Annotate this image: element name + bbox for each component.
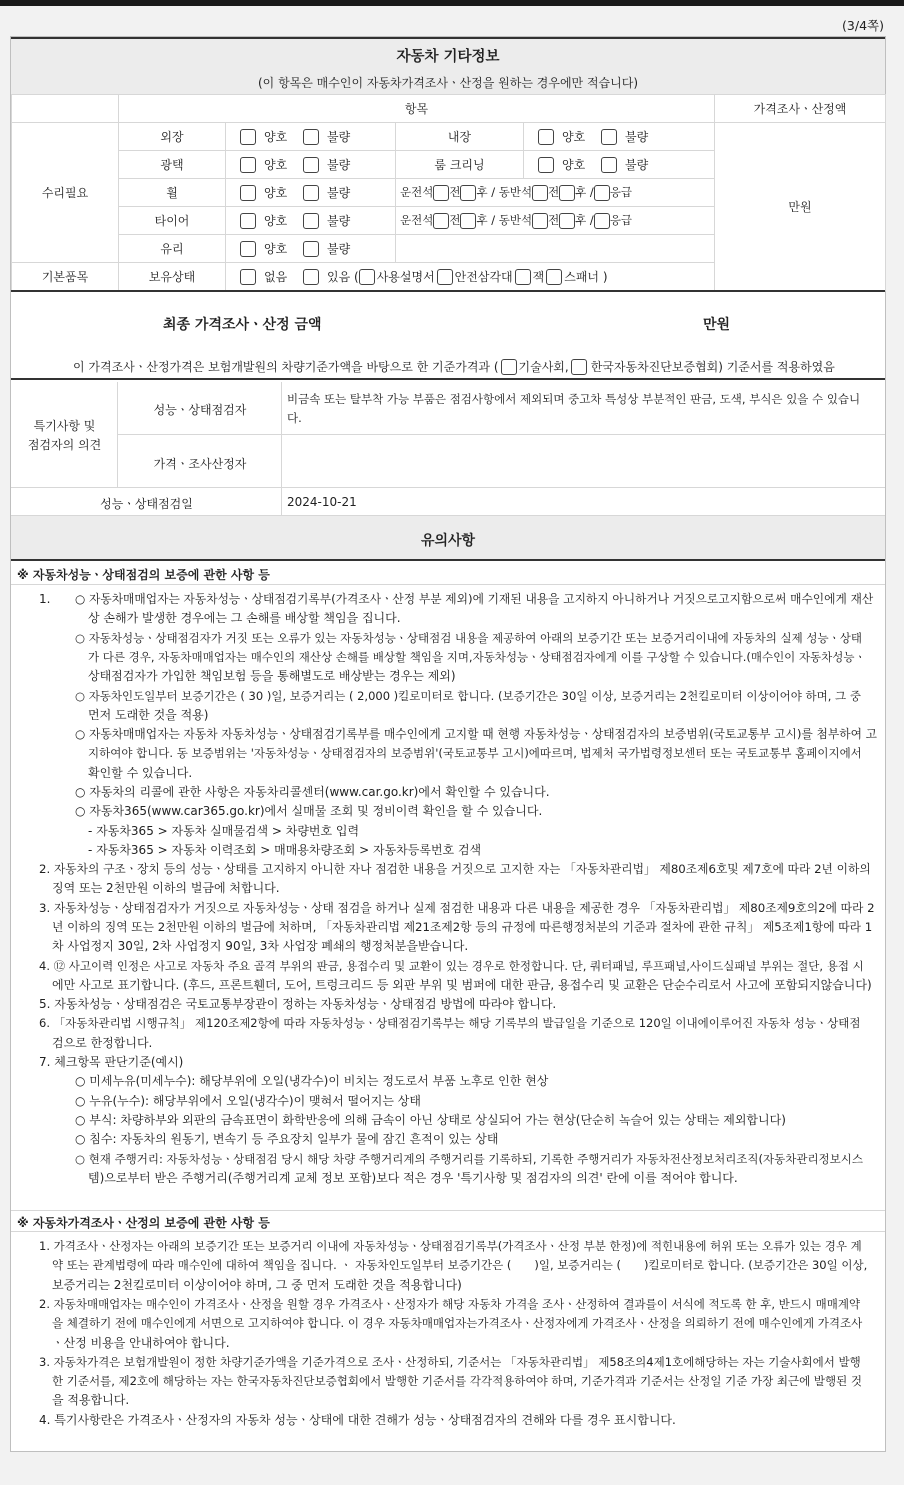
row-wheel: 휠 (119, 179, 226, 207)
note-line: 상 손해가 발생한 경우에는 그 손해를 배상할 책임을 집니다. (88, 611, 401, 626)
row-interior: 내장 (396, 123, 524, 151)
row-gloss: 광택 (119, 151, 226, 179)
note-line: 먼저 도래한 것을 적용) (88, 707, 209, 722)
note-line: 6. 「자동차관리법 시행규칙」 제120조제2항에 따라 자동차성능ㆍ상태점검기록부는 해당 기록부의 발급일을 기준으로 120일 이내에이루어진 자동차 성능ㆍ상태점 (39, 1016, 861, 1031)
checkbox[interactable] (460, 213, 476, 229)
checkbox[interactable] (532, 213, 548, 229)
note-line: 2. 자동차매매업자는 매수인이 가격조사ㆍ산정을 원할 경우 가격조사ㆍ산정자가 해당 자동차 가격을 조사ㆍ산정하여 결과를이 서식에 적도록 한 후, 반드시 매매계약 (39, 1296, 861, 1311)
checkbox[interactable] (515, 269, 531, 285)
checkbox[interactable] (538, 129, 554, 145)
note-line: 상태점검자가 가입한 책임보험 등을 통해별도로 배상받는 경우는 제외) (88, 669, 456, 684)
row-possession: 보유상태 (119, 263, 226, 291)
note-line: 년 이하의 징역 또는 2천만원 이하의 벌금에 처하며, 「자동차관리법 제21조제2항 등의 규정에 따른행정처분의 기준과 절차에 관한 규칙」 제5조제1항에 따라 1 (52, 919, 873, 934)
note-line: ○ 자동차성능ㆍ상태점검자가 거짓 또는 오류가 있는 자동차성능ㆍ상태점검 내용을 제공하여 아래의 보증기간 또는 보증거리이내에 자동차의 실제 성능ㆍ상태 (75, 630, 862, 645)
note-line: ○ 누유(누수): 해당부위에서 오일(냉각수)이 맺혀서 떨어지는 상태 (75, 1093, 421, 1108)
exterior-options: 양호 불량 (226, 123, 396, 151)
caution-header (11, 515, 885, 561)
final-price-unit: 만원 (703, 317, 731, 333)
inspection-date-label: 성능ㆍ상태점검일 (100, 497, 193, 511)
checkbox[interactable] (303, 185, 319, 201)
final-price-section (11, 290, 885, 380)
checkbox[interactable] (303, 241, 319, 257)
inspection-date-value: 2024-10-21 (287, 495, 357, 509)
checkbox[interactable] (559, 213, 575, 229)
possession-options: 없음 있음 ( 사용설명서 안전삼각대 잭 스패너 ) (226, 263, 715, 291)
note-line: 4. 특기사항란은 가격조사ㆍ산정자의 자동차 성능ㆍ상태에 대한 견해가 성능ㆍ상태점검자의 견해와 다를 경우 표시합니다. (39, 1412, 676, 1427)
checkbox[interactable] (437, 269, 453, 285)
checkbox[interactable] (546, 269, 562, 285)
checkbox[interactable] (594, 213, 610, 229)
note-line: ○ 미세누유(미세누수): 해당부위에 오일(냉각수)이 비치는 정도로서 부품 노후로 인한 현상 (75, 1074, 549, 1089)
header-item: 항목 (119, 95, 715, 123)
checkbox[interactable] (433, 185, 449, 201)
note-line: - 자동차365 > 자동차 이력조회 > 매매용차량조회 > 자동차등록번호 검색 (88, 842, 482, 857)
row-exterior: 외장 (119, 123, 226, 151)
opinion-section (11, 382, 885, 515)
checkbox[interactable] (240, 157, 256, 173)
checkbox[interactable] (601, 129, 617, 145)
checkbox[interactable] (240, 241, 256, 257)
note-line: 을 체결하기 전에 매수인에게 서면으로 고지하여야 합니다. 이 경우 자동차매매업자는가격조사ㆍ산정자에게 가격조사ㆍ산정을 의뢰하기 전에 매수인에게 가격조사 (52, 1316, 863, 1331)
note-line: 징역 또는 2천만원 이하의 벌금에 처합니다. (52, 881, 280, 896)
document-sheet (10, 36, 886, 1452)
caution-heading-1: ※ 자동차성능ㆍ상태점검의 보증에 관한 사항 등 (17, 568, 270, 582)
checkbox[interactable] (303, 129, 319, 145)
note-line: 가 다른 경우, 자동차매매업자는 매수인의 재산상 손해를 배상할 책임을 지며,자동차성능ㆍ상태점검자에게 이를 구상할 수 있습니다.(매수인이 자동차성능ㆍ (88, 649, 866, 664)
checkbox[interactable] (303, 269, 319, 285)
price-unit-cell: 만원 (715, 123, 886, 291)
note-line: ○ 현재 주행거리: 자동차성능ㆍ상태점검 당시 해당 차량 주행거리계의 주행거리를 기록하되, 기록한 주행거리가 자동차전산정보처리조직(자동차관리정보시스 (75, 1151, 863, 1166)
note-line: ○ 침수: 자동차의 원동기, 변속기 등 주요장치 일부가 물에 잠긴 흔적이 있는 상태 (75, 1132, 499, 1147)
note-line: ○ 자동차의 리콜에 관한 사항은 자동차리콜센터(www.car.go.kr)에서 확인할 수 있습니다. (75, 785, 550, 799)
inspector-label: 성능ㆍ상태점검자 (153, 403, 247, 417)
row-room-cleaning: 룸 크리닝 (396, 151, 524, 179)
note-line: 약 또는 관계법령에 따라 매수인에 대하여 책임을 집니다. ㆍ 자동차인도일부터 보증기간은 ( )일, 보증거리는 ( )킬로미터로 합니다. (보증기간은 30일 이상, (52, 1258, 868, 1273)
tire-seat-options: 운전석 전 후 / 동반석 전 후 / 응급 (396, 207, 715, 235)
row-tire: 타이어 (119, 207, 226, 235)
checkbox[interactable] (571, 359, 587, 375)
checkbox[interactable] (359, 269, 375, 285)
checkbox[interactable] (460, 185, 476, 201)
interior-options: 양호 불량 (524, 123, 715, 151)
note-line: ○ 부식: 차량하부와 외판의 금속표면이 화학반응에 의해 금속이 아닌 상태로 상실되어 가는 현상(단순히 녹슬어 있는 상태는 제외합니다) (75, 1112, 786, 1127)
section-subtitle: (이 항목은 매수인이 자동차가격조사ㆍ산정을 원하는 경우에만 적습니다) (257, 76, 638, 90)
note-line: 검으로 한정합니다. (52, 1035, 153, 1050)
page-number: (3/4쪽) (842, 18, 884, 33)
inspector-opinion: 비금속 또는 탈부착 가능 부품은 점검사항에서 제외되며 중고차 특성상 부분적인 판금, 도색, 부식은 있을 수 있습니 다. (287, 392, 861, 425)
checkbox[interactable] (594, 185, 610, 201)
checkbox[interactable] (240, 129, 256, 145)
checkbox[interactable] (303, 213, 319, 229)
note-line: 확인할 수 있습니다. (88, 765, 193, 780)
note-line: 5. 자동차성능ㆍ상태점검은 국토교통부장관이 정하는 자동차성능ㆍ상태점검 방법에 따라야 합니다. (39, 997, 557, 1012)
checkbox[interactable] (433, 213, 449, 229)
note-line: ○ 자동차365(www.car365.go.kr)에서 실매물 조회 및 정비이력 확인을 할 수 있습니다. (75, 804, 543, 819)
basic-items-label: 기본품목 (12, 263, 119, 291)
caution-title: 유의사항 (420, 533, 476, 549)
opinion-label: 특기사항 및 점검자의 의견 (27, 419, 102, 452)
note-line: 3. 자동차성능ㆍ상태점검자가 거짓으로 자동차성능ㆍ상태 점검을 하거나 실제 점검한 내용과 다른 내용을 제공한 경우 「자동차관리법」 제80조제9호의2에 따라 2 (39, 900, 875, 915)
caution-heading-2: ※ 자동차가격조사ㆍ산정의 보증에 관한 사항 등 (17, 1216, 270, 1230)
note-line: 4. ⑫ 사고이력 인정은 사고로 자동차 주요 골격 부위의 판금, 용접수리 및 교환이 있는 경우로 한정합니다. 단, 쿼터패널, 루프패널,사이드실패널 부위는 절단, 용접 시 (39, 958, 864, 973)
standard-note: 이 가격조사ㆍ산정가격은 보험개발원의 차량기준가액을 바탕으로 한 기준가격과 ( 기술사회, 한국자동차진단보증협회) 기준서를 적용하였음 (73, 360, 835, 374)
repair-table: 항목 가격조사ㆍ산정액 수리필요 외장 양호 불량 내장 양호 불량 만원 광택 양호 불량 룸 크리닝 양호 불량 휠 양호 불량 운전석 전 후 / 동반석 전 후 / 응급 타이어 양호 불량 운전석 전 후 / 동반석 전 후 / 응급 유리 양호 불량 기본품목 보유상태 없음 있음 ( 사용설명서 안전삼각대 잭 스패너 ) (11, 94, 886, 291)
checkbox[interactable] (501, 359, 517, 375)
checkbox[interactable] (240, 213, 256, 229)
note-line: ○ 자동차매매업자는 자동차성능ㆍ상태점검기록부(가격조사ㆍ산정 부분 제외)에 기재된 내용을 고지하지 아니하거나 거짓으로고지함으로써 매수인에게 재산 (75, 592, 874, 606)
price-inspector-label: 가격ㆍ조사산정자 (153, 457, 247, 471)
checkbox[interactable] (240, 269, 256, 285)
checkbox[interactable] (532, 185, 548, 201)
checkbox[interactable] (538, 157, 554, 173)
other-info-header (11, 37, 885, 94)
note-line: 1. 가격조사ㆍ산정자는 아래의 보증기간 또는 보증거리 이내에 자동차성능ㆍ상태점검기록부(가격조사ㆍ산정 부분 한정)에 적힌내용에 허위 또는 오류가 있는 경우 계 (39, 1239, 862, 1253)
note-line: - 자동차365 > 자동차 실매물검색 > 차량번호 입력 (88, 823, 360, 838)
note-line: 3. 자동차가격은 보험개발원이 정한 차량기준가액을 기준가격으로 조사ㆍ산정하되, 기준서는 「자동차관리법」 제58조의4제1호에해당하는 자는 기술사회에서 발행 (39, 1354, 861, 1369)
note-line: 한 기준서를, 제2호에 해당하는 자는 한국자동차진단보증협회에서 발행한 기준서를 각각적용하여야 하며, 기준가격과 기준서는 산정일 기준 가장 최근에 발행된 것 (52, 1374, 862, 1389)
note-line: 지하여야 합니다. 동 보증범위는 '자동차성능ㆍ상태점검자의 보증범위'(국토교통부 고시)에따르며, 법제처 국가법령정보센터 또는 국토교통부 홈페이지에서 (88, 746, 862, 761)
note-line: 보증거리는 2천킬로미터 이상이어야 하며, 그 중 먼저 도래한 것을 적용합니다) (52, 1277, 462, 1292)
header-price: 가격조사ㆍ산정액 (715, 95, 886, 123)
checkbox[interactable] (303, 157, 319, 173)
note-line: 2. 자동차의 구조ㆍ장치 등의 성능ㆍ상태를 고지하지 아니한 자나 점검한 내용을 거짓으로 고지한 자는 「자동차관리법」 제80조제6호및 제7호에 따라 2년 이하의 (39, 862, 871, 876)
top-bar (0, 0, 904, 6)
note-line: 차 사업정지 30일, 2차 사업정지 90일, 3차 사업장 폐쇄의 행정처분을받습니다. (52, 939, 469, 954)
wheel-seat-options: 운전석 전 후 / 동반석 전 후 / 응급 (396, 179, 715, 207)
note-line: ○ 자동차매매업자는 자동차 자동차성능ㆍ상태점검기록부를 매수인에게 고지할 때 현행 자동차성능ㆍ상태점검자의 보증범위(국토교통부 고시)를 첨부하여 고 (75, 727, 878, 742)
checkbox[interactable] (559, 185, 575, 201)
list-number: 1. (39, 592, 51, 606)
checkbox[interactable] (601, 157, 617, 173)
note-line: ㆍ산정 비용을 안내하여야 합니다. (52, 1335, 230, 1350)
note-line: ○ 자동차인도일부터 보증기간은 ( 30 )일, 보증거리는 ( 2,000 )킬로미터로 합니다. (보증기간은 30일 이상, 보증거리는 2천킬로미터 이상이어야 하며, 그 중 (75, 688, 861, 703)
final-price-label: 최종 가격조사ㆍ산정 금액 (163, 317, 322, 333)
note-line: 템)으로부터 받은 주행거리(주행거리계 교체 정보 포함)보다 적은 경우 '특기사항 및 점검자의 의견' 란에 이를 적어야 합니다. (88, 1170, 738, 1185)
row-glass: 유리 (119, 235, 226, 263)
section-title: 자동차 기타정보 (396, 49, 500, 65)
repair-needed-label: 수리필요 (12, 123, 119, 263)
note-line: 을 적용합니다. (52, 1393, 130, 1408)
note-line: 7. 체크항목 판단기준(예시) (39, 1055, 184, 1069)
note-line: 에만 사고로 표기합니다. (후드, 프론트휀더, 도어, 트렁크리드 등 외판 부위 및 범퍼에 대한 판금, 용접수리 및 교환은 단순수리로서 사고에 포함되지않습니다) (52, 977, 872, 992)
checkbox[interactable] (240, 185, 256, 201)
